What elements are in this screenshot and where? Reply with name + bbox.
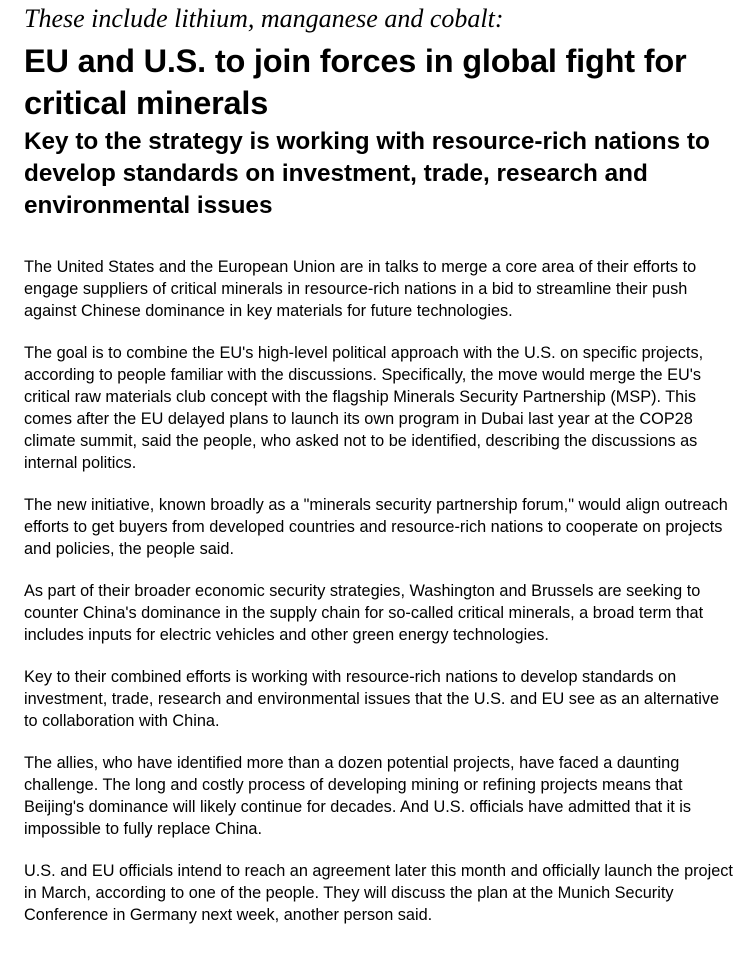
article-paragraph: The United States and the European Union are in talks to merge a core area of their efforts to engage suppliers of critical minerals in resource-rich nations in a bid to streamline their push against Chinese dominance in key materials for future technologies. [24,258,697,320]
article [24,2,736,926]
article-kicker: These include lithium, manganese and cobalt: [24,4,504,33]
article-paragraph: As part of their broader economic security strategies, Washington and Brussels are seeking to counter China's dominance in the supply chain for so-called critical minerals, a broad term that includes inputs for electric vehicles and other green energy technologies. [24,582,704,644]
article-paragraph: Key to their combined efforts is working with resource-rich nations to develop standards on investment, trade, research and environmental issues that the U.S. and EU see as an alternative to collaboration with China. [24,668,720,730]
article-headline: EU and U.S. to join forces in global fight for critical minerals [24,43,687,121]
article-deck: Key to the strategy is working with resource-rich nations to develop standards on investment, trade, research and environmental issues [24,128,710,219]
article-paragraph: The new initiative, known broadly as a "minerals security partnership forum," would align outreach efforts to get buyers from developed countries and resource-rich nations to cooperate on projects and policies, the people said. [24,496,728,558]
article-paragraph: The goal is to combine the EU's high-level political approach with the U.S. on specific projects, according to people familiar with the discussions. Specifically, the move would merge the EU's critical raw materials club concept with the flagship Minerals Security Partnership (MSP). This comes after the EU delayed plans to launch its own program in Dubai last year at the COP28 climate summit, said the people, who asked not to be identified, describing the discussions as internal politics. [24,344,704,472]
article-paragraph: The allies, who have identified more than a dozen potential projects, have faced a daunting challenge. The long and costly process of developing mining or refining projects means that Beijing's dominance will likely continue for decades. And U.S. officials have admitted that it is impossible to fully replace China. [24,754,692,838]
article-body [24,256,736,926]
article-paragraph: U.S. and EU officials intend to reach an agreement later this month and officially launch the project in March, according to one of the people. They will discuss the plan at the Munich Security Conference in Germany next week, another person said. [24,862,733,924]
